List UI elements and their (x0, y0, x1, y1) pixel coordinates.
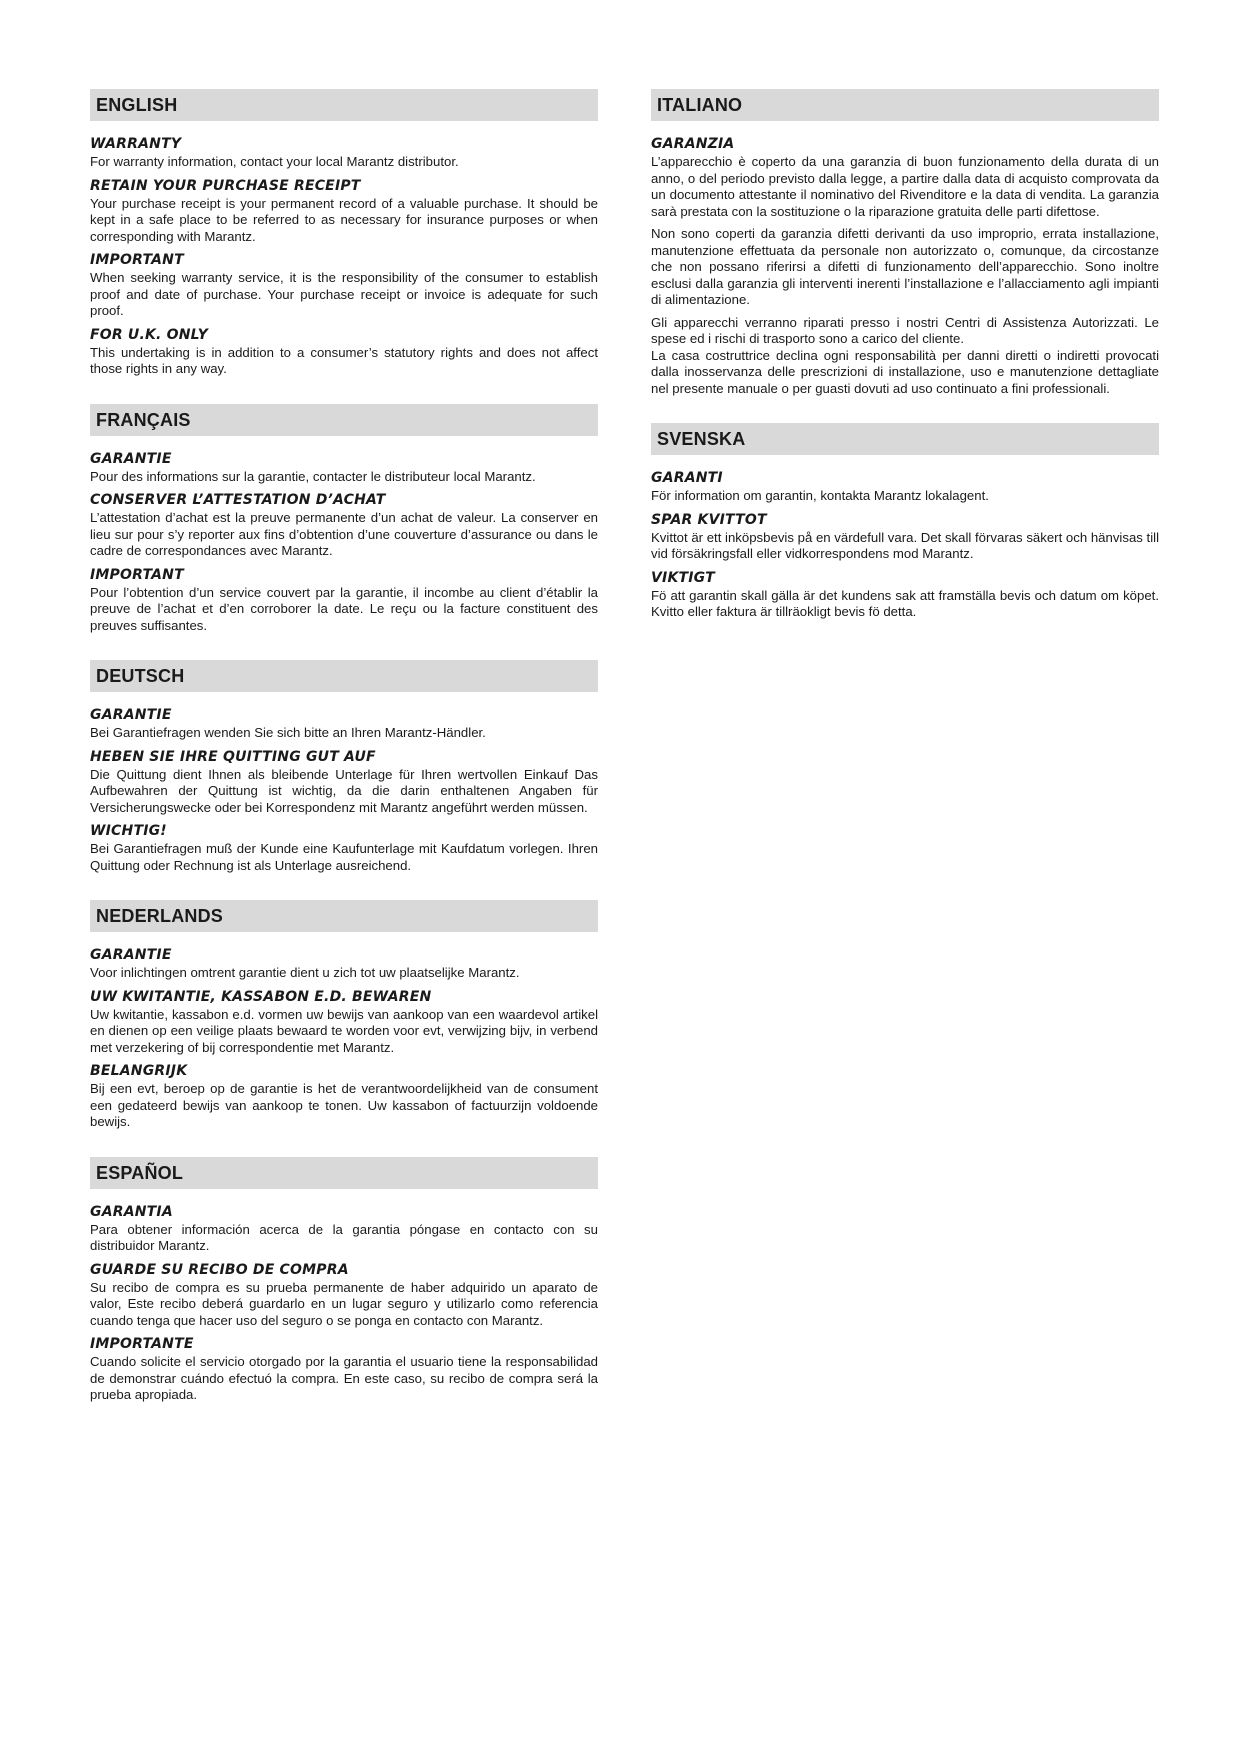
item-heading: VIKTIGT (651, 569, 715, 586)
item-heading: IMPORTANT (90, 566, 184, 583)
language-header: ENGLISH (90, 89, 598, 121)
warranty-item (90, 1262, 598, 1330)
body-paragraph: Fö att garantin skall gälla är det kundens sak att framställa bevis och datum om köpet. Kvitto eller faktura är tillräokligt bevis fö detta. (651, 587, 1159, 619)
body-paragraph: This undertaking is in addition to a consumer’s statutory rights and does not affect those rights in any way. (90, 344, 598, 376)
item-body (90, 767, 598, 817)
item-body (651, 588, 1159, 621)
item-heading: WARRANTY (90, 136, 182, 152)
item-body (90, 841, 598, 874)
item-body (90, 1007, 598, 1057)
warranty-item (90, 947, 598, 982)
item-heading: IMPORTANT (90, 252, 184, 268)
warranty-item (90, 1336, 598, 1404)
body-paragraph: Die Quittung dient Ihnen als bleibende Unterlage für Ihren wertvollen Einkauf Das Aufbewahren der Quittung ist wichtig, da die darin enthaltenen Angaben für Versicherungswecke oder bei Korrespondenz mit Marantz angeführt werden müssen. (90, 766, 598, 815)
body-paragraph: L’attestation d’achat est la preuve permanente d’un achat de valeur. La conserver en lieu sur pour s’y reporter aux fins d’obtention d’une couverture d’assurance ou dans le cadre de correspondances avec Marantz. (90, 510, 598, 558)
item-body (90, 196, 598, 246)
language-header: NEDERLANDS (90, 900, 598, 932)
warranty-item (90, 136, 598, 171)
left-column (90, 89, 598, 1430)
item-body (90, 345, 598, 378)
warranty-item (90, 567, 598, 635)
body-paragraph: Bei Garantiefragen wenden Sie sich bitte an Ihren Marantz-Händler. (90, 725, 486, 740)
warranty-item (90, 492, 598, 560)
item-body (90, 1354, 598, 1404)
warranty-item (90, 749, 598, 817)
body-paragraph: Su recibo de compra es su prueba permanente de haber adquirido un aparato de valor, Este recibo deberá guardarlo en un lugar seguro y utilizarlo como referencia cuando tenga que hacer uso del seguro o se ponga en contacto con Marantz. (90, 1279, 598, 1328)
item-heading: GARANTIE (90, 707, 172, 723)
item-heading: GARANTIE (90, 450, 172, 467)
item-heading: GARANZIA (651, 136, 735, 152)
body-paragraph: Voor inlichtingen omtrent garantie dient u zich tot uw plaatselijke Marantz. (90, 965, 520, 980)
warranty-item (90, 178, 598, 246)
warranty-item (90, 823, 598, 874)
warranty-item (651, 512, 1159, 563)
item-body (90, 510, 598, 560)
item-heading: GARANTIA (90, 1203, 173, 1220)
item-body (651, 530, 1159, 563)
warranty-item (651, 136, 1159, 397)
warranty-item (90, 252, 598, 320)
item-body (90, 270, 598, 320)
section-svenska (651, 423, 1159, 621)
item-body (90, 585, 598, 635)
item-heading: BELANGRIJK (90, 1063, 188, 1079)
section-espanol (90, 1157, 598, 1404)
warranty-item (90, 327, 598, 378)
section-english (90, 89, 598, 378)
item-heading: GARANTI (651, 470, 723, 486)
warranty-item (651, 570, 1159, 621)
body-paragraph: Para obtener información acerca de la garantia póngase en contacto con su distribuidor Marantz. (90, 1221, 598, 1253)
body-paragraph: Uw kwitantie, kassabon e.d. vormen uw bewijs van aankoop van een waardevol artikel en dienen op een veilige plaats bewaard te worden voor evt, verwijzing bijv, in verbend met verzekering of bij correspondentie met Marantz. (90, 1006, 598, 1055)
language-header: SVENSKA (651, 423, 1159, 455)
warranty-item (90, 1204, 598, 1255)
item-heading: HEBEN SIE IHRE QUITTING GUT AUF (90, 748, 376, 765)
language-header: ITALIANO (651, 89, 1159, 121)
section-francais (90, 404, 598, 635)
item-body (90, 965, 598, 982)
warranty-item (90, 989, 598, 1057)
section-italiano (651, 89, 1159, 397)
item-body (651, 488, 1159, 505)
warranty-item (90, 451, 598, 486)
body-paragraph: Pour des informations sur la garantie, contacter le distributeur local Marantz. (90, 468, 536, 484)
item-body (90, 725, 598, 742)
body-paragraph: Cuando solicite el servicio otorgado por la garantia el usuario tiene la responsabilidad de demonstrar cuándo efectuó la compra. En este caso, su recibo de compra será la prueba apropiada. (90, 1354, 598, 1402)
body-paragraph: Gli apparecchi verranno riparati presso i nostri Centri di Assistenza Autorizzati. Le spese ed i rischi di trasporto sono a carico del cliente. La casa costruttrice declina ogni responsabilità per danni diretti o indiretti provocati dalla inosservanza delle prescrizioni di installazione, uso e manutenzione dettagliate nel presente manuale o per guasti dovuti ad uso continuato a fini professionali. (651, 314, 1159, 396)
language-header: FRANÇAIS (90, 404, 598, 436)
item-heading: RETAIN YOUR PURCHASE RECEIPT (90, 177, 361, 194)
item-body (90, 154, 598, 171)
body-paragraph: Non sono coperti da garanzia difetti derivanti da uso improprio, errata installazione, manutenzione effettuata da personale non autorizzato o, comunque, da circostanze che non possano riferirsi a difetti di funzionamento dell’apparecchio. Sono inoltre esclusi dalla garanzia gli interventi inerenti l’installazione e l’allacciamento agli impianti di alimentazione. (651, 226, 1159, 307)
section-deutsch (90, 660, 598, 874)
body-paragraph: Bij een evt, beroep op de garantie is het de verantwoordelijkheid van de consument een gedateerd bewijs van aankoop te tonen. Uw kassabon of factuurzijn voldoende bewijs. (90, 1081, 598, 1129)
item-body (90, 1222, 598, 1255)
body-paragraph: Pour l’obtention d’un service couvert par la garantie, il incombe au client d’établir la preuve de l’achat et d’en corroborer la date. Le reçu ou la facture constituent des preuves suffisantes. (90, 584, 598, 633)
item-heading: CONSERVER L’ATTESTATION D’ACHAT (90, 492, 386, 508)
body-paragraph: L’apparecchio è coperto da una garanzia di buon funzionamento della durata di un anno, o del periodo previsto dalla legge, a partire dalla data di acquisto comprovata da un documento attestante il nominativo del Rivenditore e la data di vendita. La garanzia sarà prestata con la sostituzione o la riparazione gratuita delle parti difettose. (651, 154, 1159, 219)
item-heading: WICHTIG! (90, 823, 167, 839)
item-body (90, 469, 598, 486)
warranty-item (90, 1063, 598, 1131)
warranty-item (90, 707, 598, 742)
language-header: ESPAÑOL (90, 1157, 598, 1189)
body-paragraph: For warranty information, contact your local Marantz distributor. (90, 154, 459, 169)
body-paragraph: When seeking warranty service, it is the responsibility of the consumer to establish proof and date of purchase. Your purchase receipt or invoice is adequate for such proof. (90, 270, 598, 318)
item-heading: SPAR KVITTOT (651, 511, 767, 528)
item-body (90, 1280, 598, 1330)
item-body (651, 154, 1159, 397)
body-paragraph: Kvittot är ett inköpsbevis på en värdefull vara. Det skall förvaras säkert och hänvisas till vid försäkringsfall eller vidkorrespondens mod Marantz. (651, 529, 1159, 561)
right-column (651, 89, 1159, 647)
item-heading: FOR U.K. ONLY (90, 326, 208, 343)
body-paragraph: Bei Garantiefragen muß der Kunde eine Kaufunterlage mit Kaufdatum vorlegen. Ihren Quittung oder Rechnung ist als Unterlage ausreichend. (90, 841, 598, 873)
language-header: DEUTSCH (90, 660, 598, 692)
item-body (90, 1081, 598, 1131)
item-heading: IMPORTANTE (90, 1336, 194, 1352)
item-heading: GARANTIE (90, 947, 172, 963)
item-heading: GUARDE SU RECIBO DE COMPRA (90, 1261, 349, 1278)
body-paragraph: Your purchase receipt is your permanent record of a valuable purchase. It should be kept in a safe place to be referred to as necessary for insurance purposes or when corresponding with Marantz. (90, 195, 598, 244)
section-nederlands (90, 900, 598, 1131)
item-heading: UW KWITANTIE, KASSABON E.D. BEWAREN (90, 988, 432, 1005)
body-paragraph: För information om garantin, kontakta Marantz lokalagent. (651, 488, 989, 503)
warranty-item (651, 470, 1159, 505)
